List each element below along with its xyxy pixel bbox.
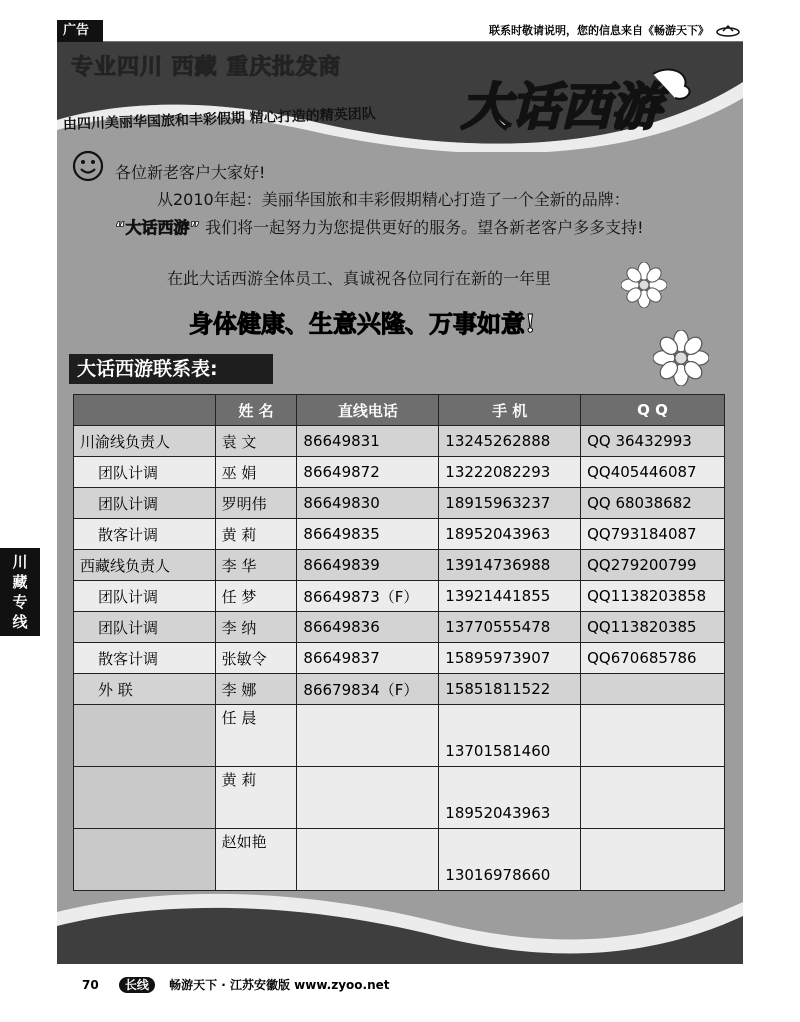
mobile-cell: 18952043963: [439, 519, 581, 550]
mobile-cell: 18952043963: [439, 767, 581, 829]
column-header-qq: Q Q: [581, 395, 725, 426]
qq-cell: [581, 705, 725, 767]
mobile-cell: 13245262888: [439, 426, 581, 457]
table-row: [74, 612, 725, 643]
phone-cell: 86649873（F）: [297, 581, 439, 612]
qq-cell: QQ793184087: [581, 519, 725, 550]
role-cell: 外 联: [74, 674, 216, 705]
name-cell: 罗明伟: [215, 488, 297, 519]
magazine-logo-icon: [715, 24, 741, 38]
qq-cell: QQ1138203858: [581, 581, 725, 612]
name-cell: 任 晨: [215, 705, 297, 767]
name-cell: 赵如艳: [215, 829, 297, 891]
table-row: [74, 426, 725, 457]
letter-line-1: 从2010年起：美丽华国旅和丰彩假期精心打造了一个全新的品牌：: [157, 190, 630, 209]
qq-cell: QQ 68038682: [581, 488, 725, 519]
table-row: [74, 581, 725, 612]
mobile-cell: 13914736988: [439, 550, 581, 581]
role-cell: [74, 767, 216, 829]
page-footer: [82, 976, 390, 993]
column-header-name: 姓 名: [215, 395, 297, 426]
column-header-phone: 直线电话: [297, 395, 439, 426]
ad-label: 广告: [57, 20, 103, 42]
flower-icon: [621, 262, 667, 308]
name-cell: 任 梦: [215, 581, 297, 612]
role-cell: 川渝线负责人: [74, 426, 216, 457]
mobile-cell: 13016978660: [439, 829, 581, 891]
publication-name: 畅游天下 · 江苏安徽版 www.zyoo.net: [169, 978, 390, 992]
name-cell: 袁 文: [215, 426, 297, 457]
role-cell: 散客计调: [74, 519, 216, 550]
qq-cell: QQ 36432993: [581, 426, 725, 457]
qq-cell: QQ405446087: [581, 457, 725, 488]
name-cell: 巫 娟: [215, 457, 297, 488]
phone-cell: 86649837: [297, 643, 439, 674]
top-bar: [57, 20, 743, 42]
role-cell: 散客计调: [74, 643, 216, 674]
letter-line-2-text: 我们将一起努力为您提供更好的服务。望各新老客户多多支持!: [205, 218, 644, 237]
name-cell: 黄 莉: [215, 767, 297, 829]
qq-cell: QQ670685786: [581, 643, 725, 674]
mobile-cell: 13770555478: [439, 612, 581, 643]
letter-line-2: [115, 214, 725, 242]
section-badge: 长线: [119, 977, 155, 993]
role-cell: 西藏线负责人: [74, 550, 216, 581]
brand-quoted: “大话西游”: [115, 218, 201, 237]
table-row: [74, 488, 725, 519]
role-cell: 团队计调: [74, 488, 216, 519]
phone-cell: [297, 767, 439, 829]
qq-cell: [581, 674, 725, 705]
headline: 专业四川 西藏 重庆批发商: [71, 55, 342, 80]
table-row: [74, 457, 725, 488]
table-row: [74, 643, 725, 674]
mobile-cell: 13921441855: [439, 581, 581, 612]
qq-cell: QQ279200799: [581, 550, 725, 581]
name-cell: 张敏令: [215, 643, 297, 674]
phone-cell: 86649839: [297, 550, 439, 581]
mobile-cell: 13701581460: [439, 705, 581, 767]
name-cell: 李 华: [215, 550, 297, 581]
name-cell: 李 纳: [215, 612, 297, 643]
source-note: 联系时敬请说明，您的信息来自《畅游天下》: [489, 24, 709, 37]
role-cell: 团队计调: [74, 612, 216, 643]
page-number: 70: [82, 978, 99, 992]
letter-line-3: 在此大话西游全体员工、真诚祝各位同行在新的一年里: [167, 269, 552, 288]
phone-cell: 86649835: [297, 519, 439, 550]
table-row: [74, 550, 725, 581]
table-row: [74, 519, 725, 550]
wishes-text: 身体健康、生意兴隆、万事如意!: [189, 309, 536, 338]
table-row: [74, 767, 725, 829]
mobile-cell: 15851811522: [439, 674, 581, 705]
phone-cell: 86649831: [297, 426, 439, 457]
role-cell: 团队计调: [74, 581, 216, 612]
brand-logo: [457, 60, 697, 144]
side-tab-label: 川藏专线: [12, 553, 28, 631]
flower-icon: [653, 330, 709, 386]
mobile-cell: 15895973907: [439, 643, 581, 674]
contact-table: [73, 394, 725, 891]
section-title: 大话西游联系表:: [69, 354, 273, 384]
name-cell: 李 娜: [215, 674, 297, 705]
phone-cell: 86649836: [297, 612, 439, 643]
phone-cell: 86649830: [297, 488, 439, 519]
role-cell: 团队计调: [74, 457, 216, 488]
phone-cell: 86649872: [297, 457, 439, 488]
ad-panel: [57, 42, 743, 964]
brand-logo-text: 大话西游: [461, 77, 661, 136]
footer-wave-decoration: [57, 882, 743, 964]
smiley-icon: [72, 150, 104, 182]
table-row: [74, 674, 725, 705]
table-header-row: [74, 395, 725, 426]
column-header: [74, 395, 216, 426]
mobile-cell: 18915963237: [439, 488, 581, 519]
role-cell: [74, 705, 216, 767]
name-cell: 黄 莉: [215, 519, 297, 550]
side-tab: [0, 548, 40, 636]
mobile-cell: 13222082293: [439, 457, 581, 488]
table-row: [74, 705, 725, 767]
greeting-text: 各位新老客户大家好!: [115, 163, 266, 182]
phone-cell: [297, 705, 439, 767]
subheadline: 由四川美丽华国旅和丰彩假期 精心打造的精英团队: [62, 106, 376, 133]
column-header-mobile: 手 机: [439, 395, 581, 426]
phone-cell: 86679834（F）: [297, 674, 439, 705]
qq-cell: [581, 767, 725, 829]
qq-cell: QQ113820385: [581, 612, 725, 643]
